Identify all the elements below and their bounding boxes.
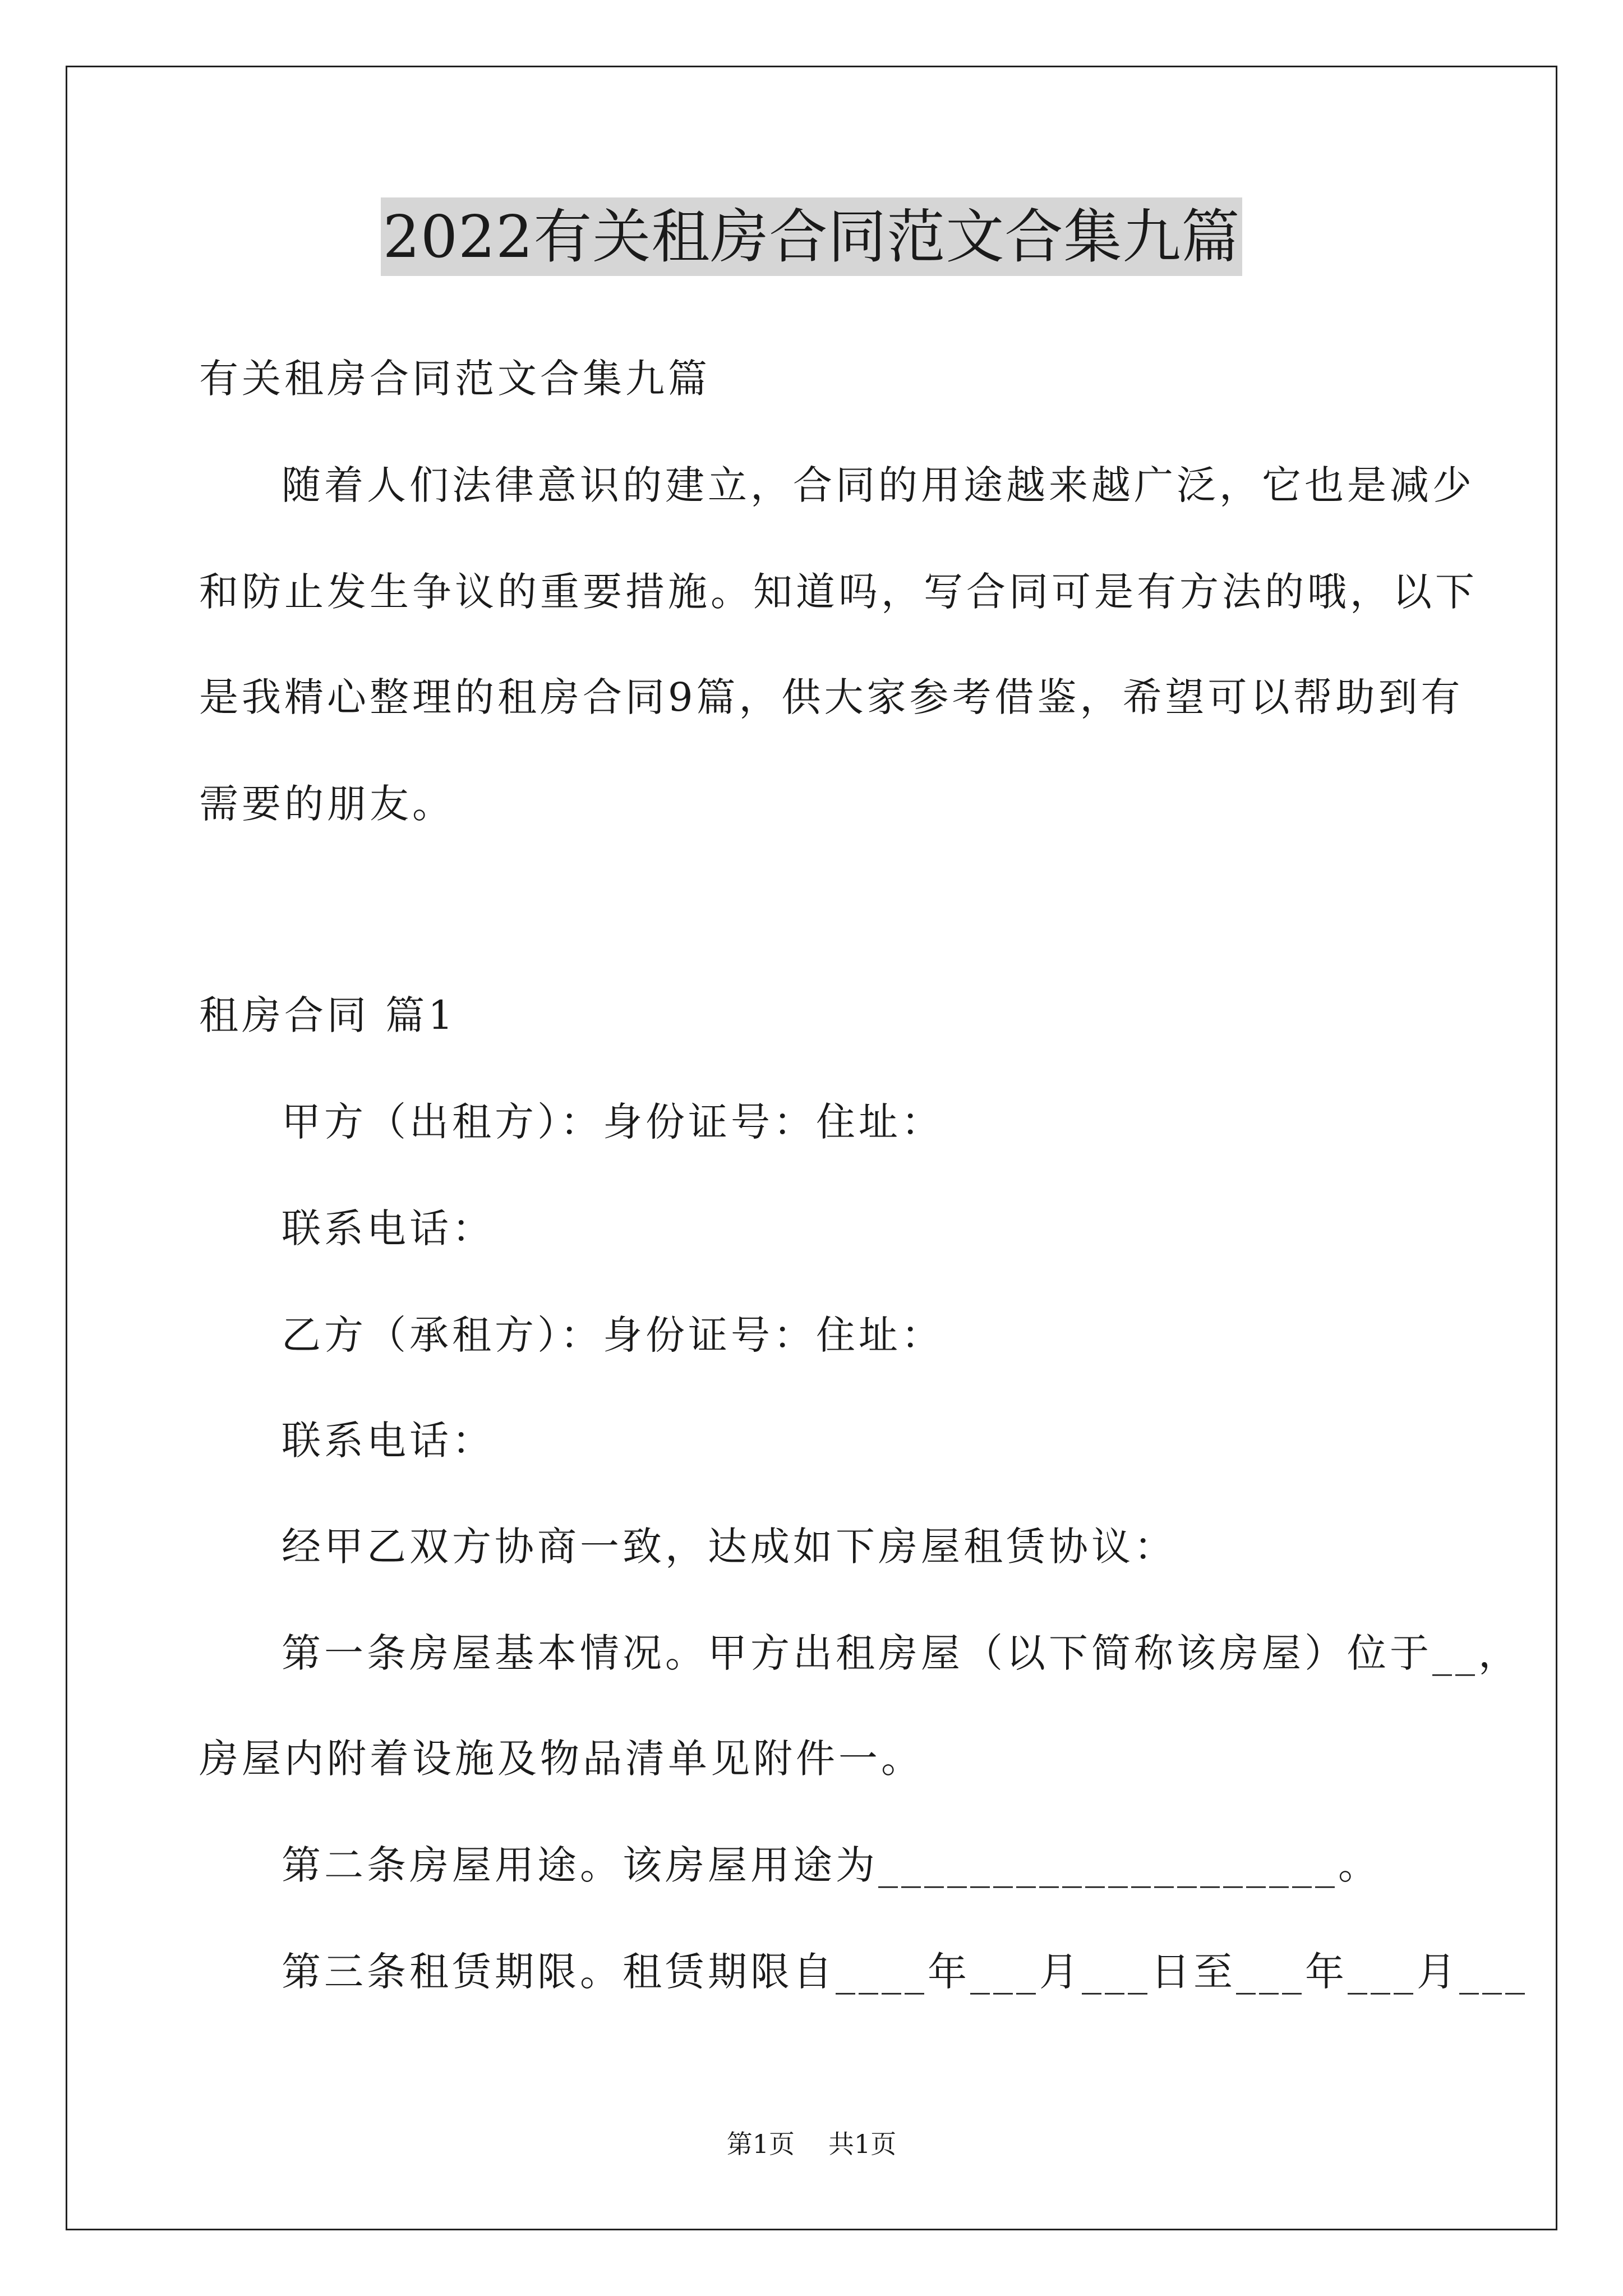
page-number: 第1页: [726, 2129, 795, 2159]
body-line: 需要的朋友。: [199, 781, 455, 827]
body-line: 第三条租赁期限。租赁期限自____年___月___日至___年___月___: [282, 1949, 1528, 1995]
page-footer: [0, 2127, 1623, 2161]
body-line: 和防止发生争议的重要措施。知道吗，写合同可是有方法的哦，以下: [199, 569, 1478, 615]
page-total: 共1页: [828, 2129, 897, 2159]
body-line: 随着人们法律意识的建立，合同的用途越来越广泛，它也是减少: [282, 462, 1475, 508]
body-line: 乙方（承租方）：身份证号：住址：: [282, 1312, 944, 1358]
subtitle-line: 有关租房合同范文合集九篇: [199, 356, 711, 402]
body-line: 第二条房屋用途。该房屋用途为____________________。: [282, 1842, 1381, 1888]
document-title: 2022有关租房合同范文合集九篇: [381, 197, 1243, 276]
section-heading: 租房合同 篇1: [199, 992, 457, 1038]
body-line: 联系电话：: [282, 1418, 495, 1464]
body-line: 经甲乙双方协商一致，达成如下房屋租赁协议：: [282, 1524, 1177, 1570]
body-line: 甲方（出租方）：身份证号：住址：: [282, 1099, 944, 1145]
body-line: 第一条房屋基本情况。甲方出租房屋（以下简称该房屋）位于__，: [282, 1630, 1521, 1676]
title-wrap: [0, 197, 1623, 276]
body-line: 联系电话：: [282, 1205, 495, 1251]
body-line: 房屋内附着设施及物品清单见附件一。: [199, 1736, 924, 1782]
body-line: 是我精心整理的租房合同9篇，供大家参考借鉴，希望可以帮助到有: [199, 674, 1464, 720]
